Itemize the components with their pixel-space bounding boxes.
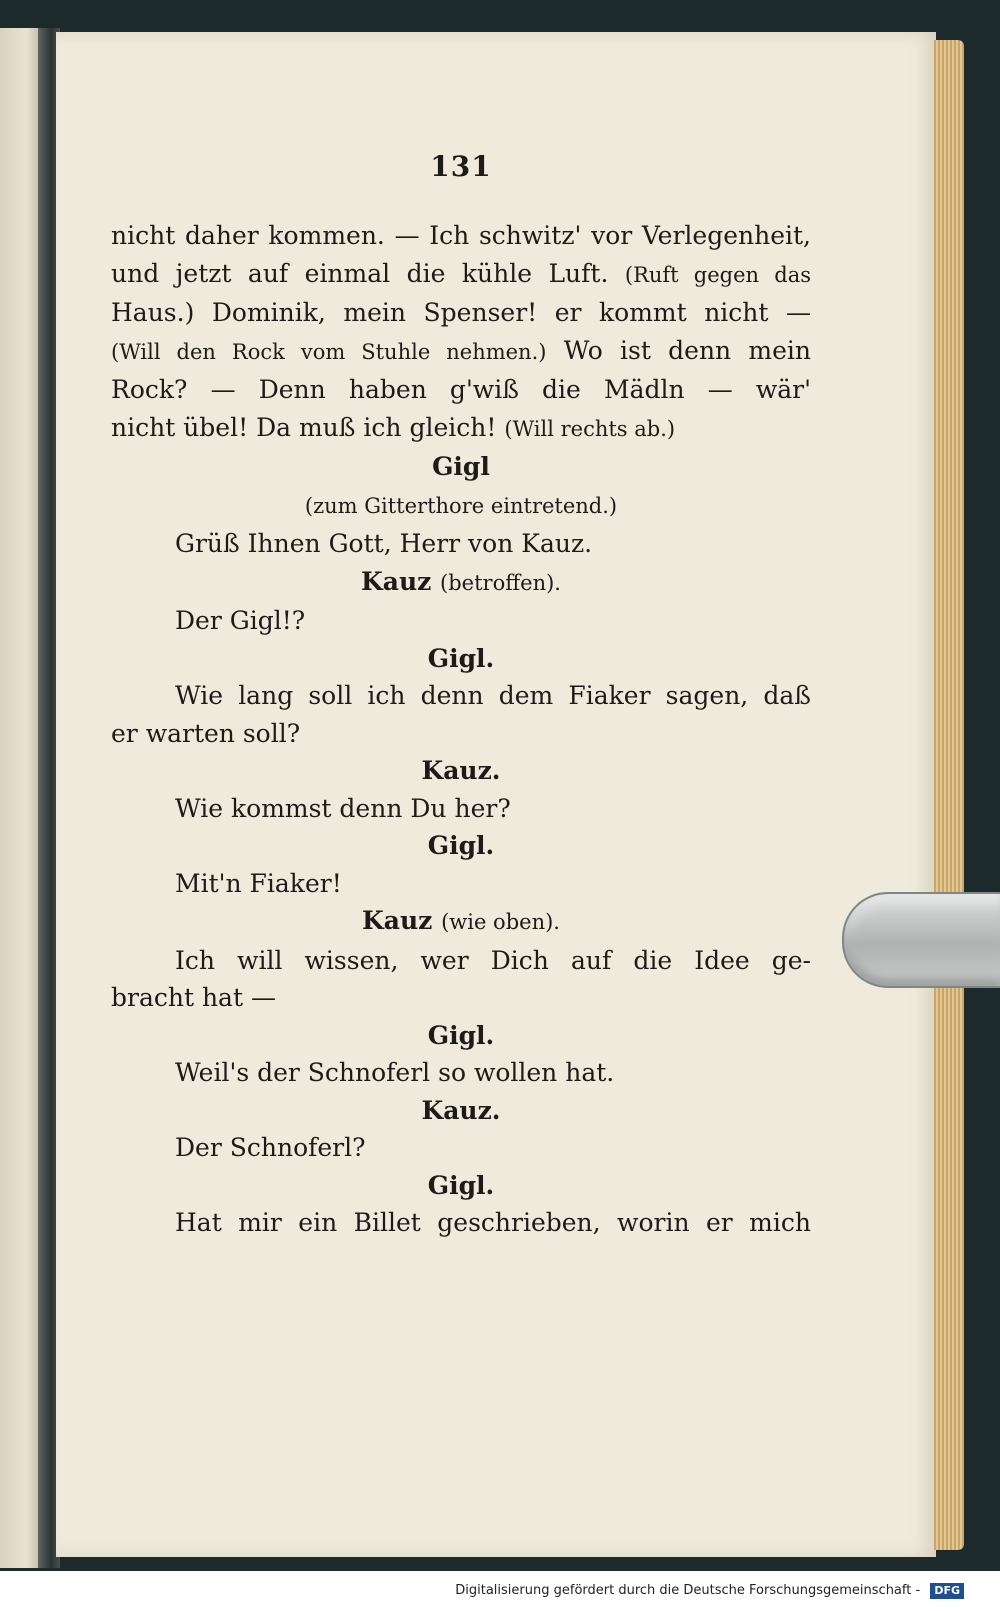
- dfg-logo: DFG: [930, 1583, 964, 1599]
- page-clamp: [842, 892, 1000, 988]
- stage-direction: (Ruft gegen das: [624, 262, 811, 287]
- text-line: bracht hat —: [111, 983, 276, 1012]
- speaker-name: Gigl.: [427, 1170, 495, 1200]
- text-line: Wie lang soll ich denn dem Fiaker sagen, daß: [175, 681, 811, 710]
- page-text: [111, 150, 811, 1242]
- text-line: Weil's der Schnoferl so wollen hat.: [175, 1058, 615, 1087]
- speaker-name: Kauz.: [421, 756, 501, 785]
- speaker-name: Gigl: [432, 452, 490, 481]
- speaker-name: Kauz (wie oben).: [362, 906, 560, 935]
- text-line: Rock? — Denn haben g'wiß die Mädln — wär': [111, 375, 811, 404]
- text-line: Ich will wissen, wer Dich auf die Idee ge-: [175, 945, 811, 975]
- speaker-name: Kauz (betroffen).: [361, 566, 561, 596]
- text-line: und jetzt auf einmal die kühle Luft. (Ruft gegen das: [111, 258, 811, 288]
- text-line: Der Schnoferl?: [175, 1133, 366, 1162]
- text-line: nicht übel! Da muß ich gleich! (Will rechts ab.): [111, 412, 676, 442]
- footer-text: Digitalisierung gefördert durch die Deutsche Forschungsgemeinschaft -: [455, 1583, 921, 1598]
- text-line: Hat mir ein Billet geschrieben, worin er mich: [175, 1208, 811, 1237]
- text-line: Der Gigl!?: [175, 606, 306, 635]
- text-line: (Will den Rock vom Stuhle nehmen.) Wo ist denn mein: [111, 335, 811, 365]
- text-line: Grüß Ihnen Gott, Herr von Kauz.: [175, 529, 593, 558]
- speaker-name: Gigl.: [427, 643, 495, 673]
- page-stack-edge: [934, 40, 964, 1550]
- footer-credit: [0, 1571, 1000, 1611]
- stage-direction: (Will den Rock vom Stuhle nehmen.): [111, 339, 547, 364]
- text-line: Haus.) Dominik, mein Spenser! er kommt nicht —: [111, 298, 811, 327]
- speaker-name: Gigl.: [427, 831, 495, 860]
- stage-direction-line: (zum Gitterthore eintretend.): [304, 493, 618, 518]
- text-line: nicht daher kommen. — Ich schwitz' vor Verlegenheit,: [111, 221, 811, 250]
- text-line: Wie kommst denn Du her?: [175, 793, 511, 823]
- text-line: er warten soll?: [111, 718, 301, 748]
- speaker-name: Gigl.: [427, 1020, 495, 1050]
- speaker-name: Kauz.: [421, 1095, 501, 1125]
- page-number: 131: [430, 150, 492, 183]
- stage-direction: (Will rechts ab.): [504, 416, 676, 441]
- text-line: Mit'n Fiaker!: [175, 868, 342, 898]
